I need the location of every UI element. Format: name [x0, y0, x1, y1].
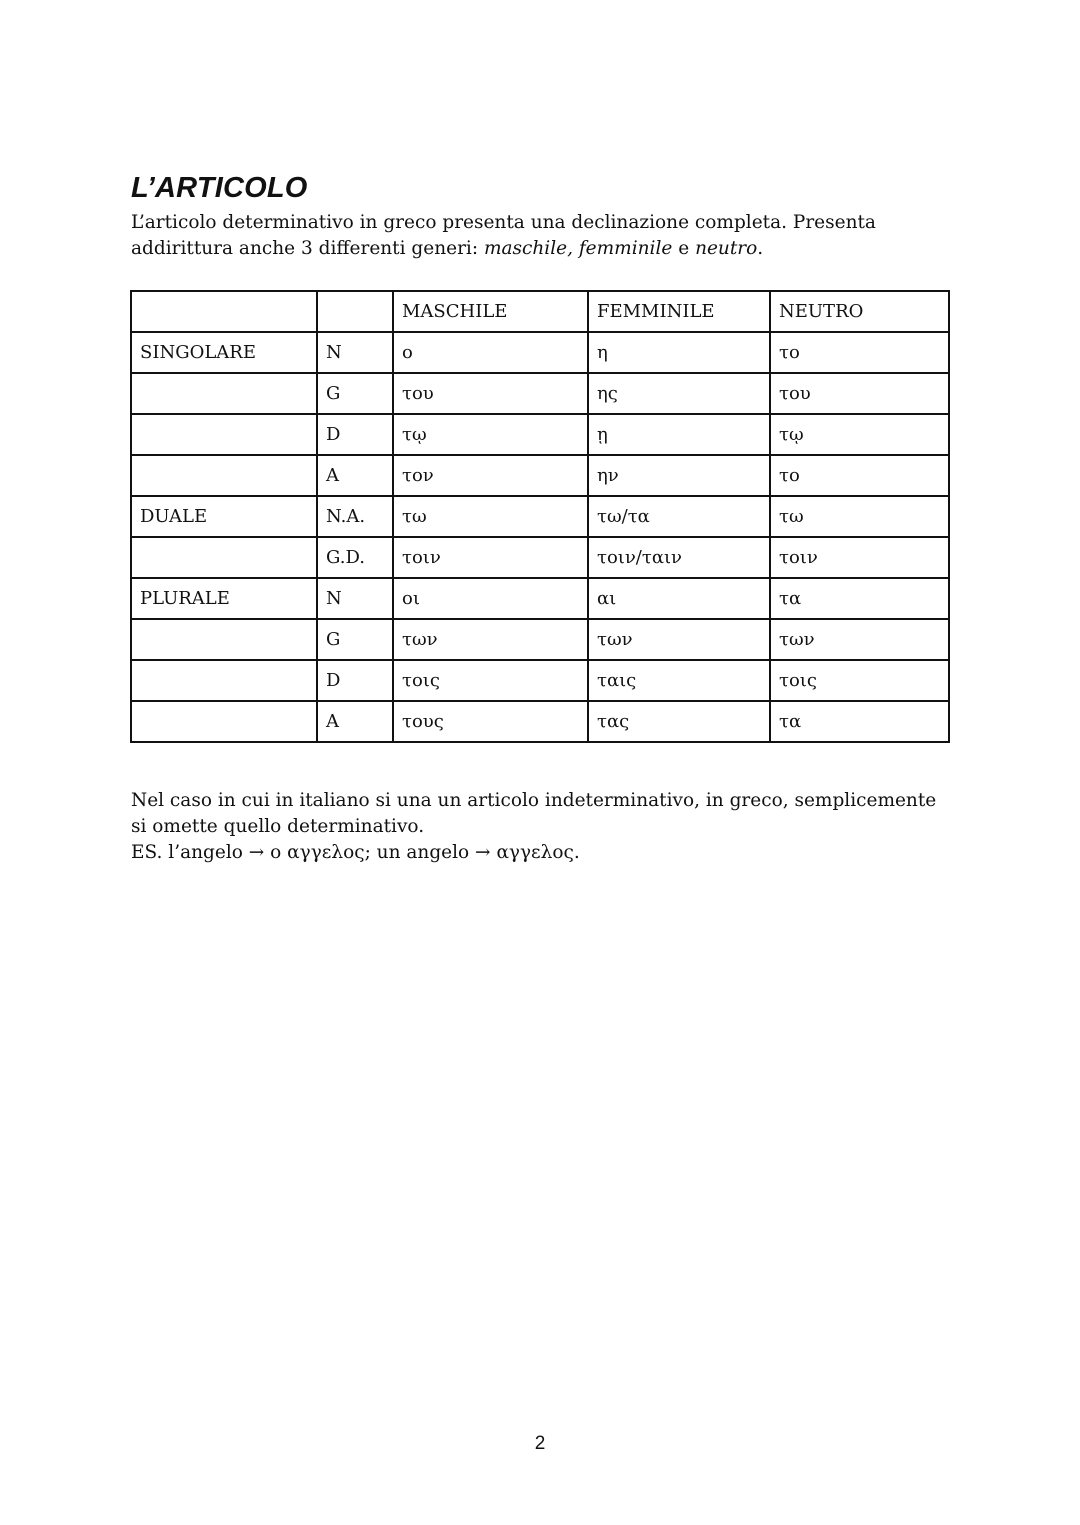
masculine-cell: τον	[393, 455, 588, 496]
number-cell	[131, 619, 317, 660]
intro-neuter: neutro	[695, 238, 758, 259]
case-cell: G.D.	[317, 537, 393, 578]
intro-text: L’articolo determinativo in greco presenta una declinazione completa. Presenta addirittura anche 3 differenti generi:	[131, 212, 876, 259]
table-row	[131, 332, 949, 373]
masculine-cell: τοις	[393, 660, 588, 701]
header-cell-number	[131, 291, 317, 332]
feminine-cell: ης	[588, 373, 770, 414]
feminine-cell: τοιν/ταιν	[588, 537, 770, 578]
intro-end: .	[757, 238, 764, 259]
masculine-cell: τους	[393, 701, 588, 742]
intro-connector: e	[672, 238, 696, 259]
table-row	[131, 619, 949, 660]
case-cell: A	[317, 701, 393, 742]
neuter-cell: τω	[770, 496, 949, 537]
table-row	[131, 373, 949, 414]
number-cell	[131, 455, 317, 496]
number-cell: DUALE	[131, 496, 317, 537]
feminine-cell: ταις	[588, 660, 770, 701]
neuter-cell: τα	[770, 701, 949, 742]
case-cell: N.A.	[317, 496, 393, 537]
page-number: 2	[534, 1433, 546, 1454]
feminine-cell: των	[588, 619, 770, 660]
case-cell: N	[317, 578, 393, 619]
feminine-cell: αι	[588, 578, 770, 619]
table-row	[131, 455, 949, 496]
table-row	[131, 496, 949, 537]
number-cell	[131, 537, 317, 578]
header-cell-feminine: FEMMINILE	[588, 291, 770, 332]
number-cell	[131, 373, 317, 414]
table-row	[131, 701, 949, 742]
note-example: ES. l’angelo → ο αγγελος; un angelo → αγγελος.	[131, 842, 580, 863]
case-cell: D	[317, 660, 393, 701]
table-row	[131, 537, 949, 578]
feminine-cell: η	[588, 332, 770, 373]
article-table-body	[131, 291, 949, 742]
masculine-cell: τω	[393, 496, 588, 537]
table-header-row	[131, 291, 949, 332]
case-cell: A	[317, 455, 393, 496]
case-cell: N	[317, 332, 393, 373]
intro-paragraph	[131, 210, 951, 262]
masculine-cell: των	[393, 619, 588, 660]
case-cell: D	[317, 414, 393, 455]
note-paragraph	[131, 788, 951, 866]
neuter-cell: το	[770, 455, 949, 496]
article-declension-table	[130, 290, 950, 743]
table-row	[131, 414, 949, 455]
feminine-cell: τω/τα	[588, 496, 770, 537]
feminine-cell: τας	[588, 701, 770, 742]
number-cell	[131, 701, 317, 742]
number-cell: PLURALE	[131, 578, 317, 619]
table-row	[131, 660, 949, 701]
case-cell: G	[317, 373, 393, 414]
number-cell	[131, 414, 317, 455]
number-cell: SINGOLARE	[131, 332, 317, 373]
neuter-cell: τα	[770, 578, 949, 619]
neuter-cell: του	[770, 373, 949, 414]
table-row	[131, 578, 949, 619]
neuter-cell: των	[770, 619, 949, 660]
masculine-cell: τῳ	[393, 414, 588, 455]
feminine-cell: ῃ	[588, 414, 770, 455]
masculine-cell: ο	[393, 332, 588, 373]
masculine-cell: οι	[393, 578, 588, 619]
masculine-cell: τοιν	[393, 537, 588, 578]
neuter-cell: τοιν	[770, 537, 949, 578]
masculine-cell: του	[393, 373, 588, 414]
neuter-cell: τῳ	[770, 414, 949, 455]
header-cell-case	[317, 291, 393, 332]
neuter-cell: τοις	[770, 660, 949, 701]
number-cell	[131, 660, 317, 701]
feminine-cell: ην	[588, 455, 770, 496]
neuter-cell: το	[770, 332, 949, 373]
case-cell: G	[317, 619, 393, 660]
header-cell-neuter: NEUTRO	[770, 291, 949, 332]
header-cell-masculine: MASCHILE	[393, 291, 588, 332]
note-text: Nel caso in cui in italiano si una un articolo indeterminativo, in greco, semplicemente si omette quello determinativo.	[131, 790, 937, 837]
page-title: L’ARTICOLO	[131, 172, 308, 204]
intro-genders: maschile, femminile	[483, 238, 673, 259]
